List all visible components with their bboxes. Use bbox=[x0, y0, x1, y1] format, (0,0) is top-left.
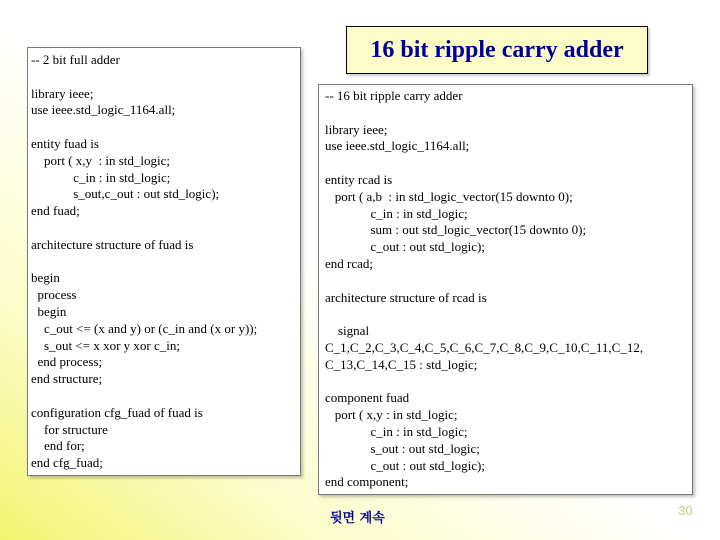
left-code-line: begin bbox=[31, 270, 60, 286]
right-code-line: library ieee; bbox=[325, 121, 388, 137]
page-number: 30 bbox=[678, 503, 693, 518]
left-code-line bbox=[31, 69, 257, 86]
left-code-line bbox=[31, 220, 257, 237]
left-code-line bbox=[31, 119, 257, 136]
left-code-line: end process; bbox=[31, 354, 103, 370]
left-code-line: c_in : in std_logic; bbox=[31, 169, 171, 185]
right-code-line: s_out : out std_logic; bbox=[325, 440, 480, 456]
left-code-line: begin bbox=[31, 303, 67, 319]
right-code-line: signal bbox=[325, 323, 370, 339]
slide-title: 16 bit ripple carry adder bbox=[370, 36, 624, 63]
left-code-line: end structure; bbox=[31, 371, 103, 387]
left-code-line: configuration cfg_fuad of fuad is bbox=[31, 404, 203, 420]
right-code-line: use ieee.std_logic_1164.all; bbox=[325, 138, 470, 154]
left-code-line: end for; bbox=[31, 438, 85, 454]
right-code-line: C_13,C_14,C_15 : std_logic; bbox=[325, 356, 478, 372]
left-code-line: c_out <= (x and y) or (c_in and (x or y)); bbox=[31, 320, 258, 336]
right-code-line: -- 16 bit ripple carry adder bbox=[325, 88, 463, 103]
right-code-block bbox=[325, 88, 643, 491]
right-code-line bbox=[325, 105, 643, 122]
left-code-block bbox=[31, 52, 257, 472]
right-code-line: end component; bbox=[325, 474, 409, 490]
right-code-line: c_in : in std_logic; bbox=[325, 423, 468, 439]
left-code-line: end fuad; bbox=[31, 203, 80, 219]
right-code-line: c_out : out std_logic); bbox=[325, 239, 485, 255]
left-code-line: s_out,c_out : out std_logic); bbox=[31, 186, 220, 202]
right-code-line: port ( x,y : in std_logic; bbox=[325, 407, 458, 423]
continued-note: 뒷면 계속 bbox=[330, 511, 385, 526]
left-code-line: -- 2 bit full adder bbox=[31, 52, 120, 67]
right-code-line bbox=[325, 273, 643, 290]
left-code-line: for structure bbox=[31, 421, 108, 437]
right-code-line bbox=[325, 155, 643, 172]
left-code-line: architecture structure of fuad is bbox=[31, 236, 194, 252]
right-code-line: component fuad bbox=[325, 390, 410, 406]
left-code-line: library ieee; bbox=[31, 85, 94, 101]
right-code-line: end rcad; bbox=[325, 255, 374, 271]
right-code-line: C_1,C_2,C_3,C_4,C_5,C_6,C_7,C_8,C_9,C_10,C_11,C_12, bbox=[325, 339, 644, 355]
right-code-line: architecture structure of rcad is bbox=[325, 289, 487, 305]
right-code-line: sum : out std_logic_vector(15 downto 0); bbox=[325, 222, 587, 238]
left-code-line: port ( x,y : in std_logic; bbox=[31, 152, 171, 168]
left-code-line: process bbox=[31, 287, 77, 303]
right-code-line: entity rcad is bbox=[325, 171, 393, 187]
slide-title-box bbox=[346, 26, 648, 74]
right-code-line bbox=[325, 306, 643, 323]
left-code-line bbox=[31, 254, 257, 271]
right-code-line: c_in : in std_logic; bbox=[325, 205, 468, 221]
right-code-line: c_out : out std_logic); bbox=[325, 457, 485, 473]
left-code-line: end cfg_fuad; bbox=[31, 455, 103, 471]
left-code-line: s_out <= x xor y xor c_in; bbox=[31, 337, 180, 353]
right-code-line bbox=[325, 374, 643, 391]
left-code-line bbox=[31, 388, 257, 405]
left-code-line: use ieee.std_logic_1164.all; bbox=[31, 102, 176, 118]
right-code-line: port ( a,b : in std_logic_vector(15 downto 0); bbox=[325, 188, 573, 204]
left-code-line: entity fuad is bbox=[31, 135, 99, 151]
